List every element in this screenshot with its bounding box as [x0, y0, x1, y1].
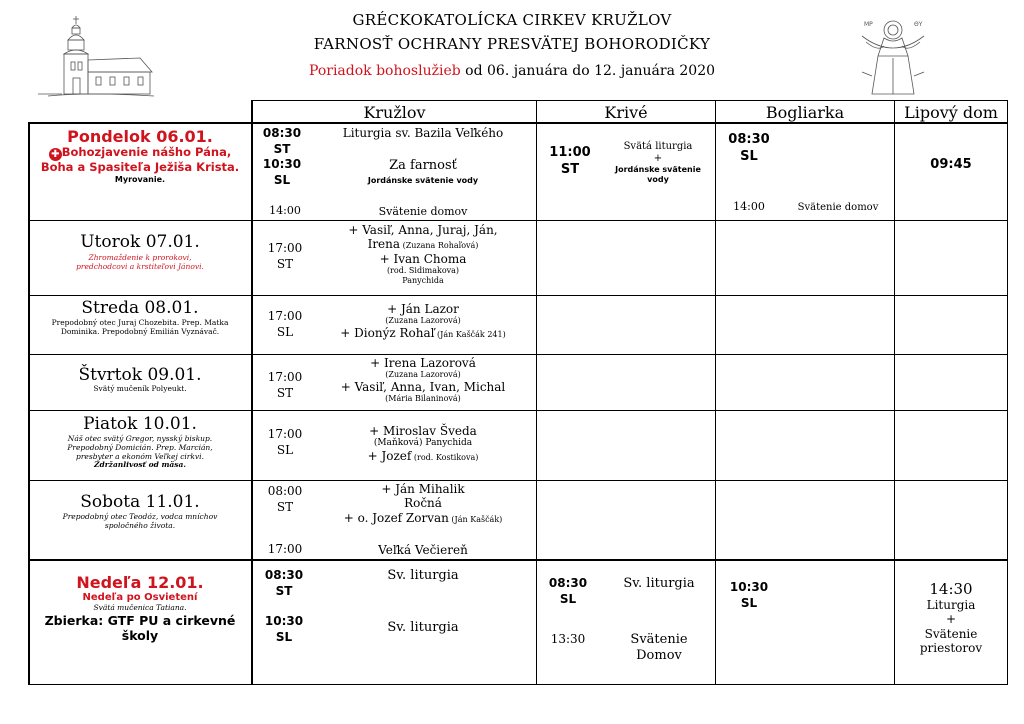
thursday-title: Štvrtok 09.01. [78, 365, 202, 385]
svg-text:ΘY: ΘY [914, 21, 923, 28]
time: 14:30 [929, 580, 973, 598]
sunday-krive-service2 [606, 632, 712, 663]
monday-bogliarka-time [724, 132, 774, 166]
sunday-kruzlov-service2: Sv. liturgia [387, 620, 459, 635]
wednesday-desc: Prepodobný otec Juraj Chozebita. Prep. Matka Dominika. Prepodobný Emilián Vyznávač. [51, 318, 229, 337]
monday-kruzlov-times [260, 126, 304, 188]
time: 08:00 [267, 484, 303, 498]
friday-kruzlov-service [310, 424, 536, 464]
rite: SL [740, 148, 758, 164]
sunday-kruzlov-service1: Sv. liturgia [387, 568, 459, 583]
saturday-kruzlov-vespers: Veľká Večiereň [378, 543, 468, 557]
tuesday-title: Utorok 07.01. [80, 232, 200, 252]
plus: + [653, 153, 663, 164]
sunday-title: Nedeľa 12.01. [76, 573, 204, 592]
day-wednesday [32, 298, 248, 337]
sunday-lipovy-service [895, 580, 1007, 656]
day-friday [32, 414, 248, 470]
intention: + Vasiľ, Anna, Ivan, Michal [340, 379, 506, 394]
service: Svätenie [924, 626, 978, 641]
service: Svätenie [630, 632, 688, 647]
service: Liturgia [926, 598, 976, 612]
saturday-kruzlov-service [310, 482, 536, 525]
day-tuesday [32, 232, 248, 272]
rite: ST [275, 583, 293, 598]
day-thursday [32, 365, 248, 394]
intention-donor: (rod. Kostikova) [411, 453, 479, 463]
saturday-kruzlov-time2: 17:00 [267, 542, 303, 556]
rite: SL [559, 591, 577, 606]
monday-title: Pondelok 06.01. [67, 127, 213, 146]
thursday-desc: Svätý mučeník Polyeukt. [93, 384, 187, 394]
sunday-krive-service1: Sv. liturgia [623, 576, 695, 591]
time: 08:30 [548, 576, 588, 590]
monday-feast-text: Bohozjavenie nášho Pána, Boha a Spasiteľa Ježiša Krista. [40, 145, 240, 175]
wednesday-title: Streda 08.01. [81, 298, 199, 318]
service: Domov [636, 647, 682, 663]
service: priestorov [919, 641, 983, 656]
monday-kruzlov-service3: Svätenie domov [378, 205, 468, 218]
sunday-kruzlov-time2 [260, 614, 308, 645]
rite: ST [276, 385, 294, 400]
intention-donor: (Maňková) Panychida [373, 438, 473, 449]
time: 17:00 [267, 241, 303, 255]
rite: ST [276, 499, 294, 514]
intention-donor: (Ján Kaščák) [448, 514, 503, 524]
plus: + [945, 612, 957, 627]
sunday-sub: Nedeľa po Osvietení [82, 592, 198, 604]
time: 10:30 [729, 580, 769, 594]
day-sunday [32, 573, 248, 643]
col-header-bogliarka: Bogliarka [765, 103, 845, 122]
header-date-range: od 06. januára do 12. januára 2020 [460, 63, 716, 79]
time: 11:00 [549, 145, 591, 160]
monday-kruzlov-time3: 14:00 [269, 204, 301, 217]
svg-text:MP: MP [864, 21, 873, 28]
intention: + Miroslav Šveda [369, 424, 477, 438]
time: 08:30 [264, 568, 304, 582]
intention: + Ján Mihalik [381, 482, 465, 496]
monday-feast [32, 146, 248, 175]
friday-desc: Náš otec svätý Gregor, nysský biskup. Prepodobný Domicián. Prep. Marcián, presbyter a ekonóm Veľkej cirkvi. [67, 434, 213, 461]
intention: + Vasiľ, Anna, Juraj, Ján, [348, 223, 498, 237]
intention: + Dionýz Rohaľ [340, 325, 435, 340]
header-line2: FARNOSŤ OCHRANY PRESVÄTEJ BOHORODIČKY [313, 35, 711, 53]
friday-kruzlov-time [260, 427, 310, 458]
intention: + Ján Lazor [387, 302, 459, 316]
time: 17:00 [267, 427, 303, 441]
monday-kruzlov-service2: Za farnosť [389, 158, 457, 173]
monday-lipovy-time: 09:45 [930, 157, 972, 172]
rite: ST [273, 141, 291, 156]
intention: Irena [367, 237, 401, 252]
cross-icon: ✚ [49, 148, 62, 161]
day-saturday [32, 492, 248, 531]
rite: ST [276, 256, 294, 271]
time: 17:00 [267, 309, 303, 323]
tuesday-kruzlov-service [310, 223, 536, 285]
intention-donor: (Zuzana Rohaľová) [400, 241, 479, 251]
rite: SL [276, 324, 294, 339]
sunday-desc: Svätá mučenica Tatiana. [93, 603, 187, 613]
header-schedule-label: Poriadok bohoslužieb [308, 63, 461, 79]
sunday-collection: Zbierka: GTF PU a cirkevné školy [44, 612, 236, 643]
rite: SL [276, 442, 294, 457]
tuesday-kruzlov-time [260, 241, 310, 272]
monday-bogliarka-service2: Svätenie domov [797, 202, 879, 213]
intention-donor: (Zuzana Lazorová) [385, 370, 461, 380]
intention-donor: (Ján Kaščák 241) [434, 329, 506, 339]
intention-donor: (Mária Bilaninová) [385, 394, 461, 404]
monday-note: Myrovanie. [114, 174, 166, 184]
monday-bogliarka-time2: 14:00 [733, 200, 765, 213]
day-monday [32, 127, 248, 185]
col-header-kruzlov: Kružlov [363, 103, 426, 122]
thursday-kruzlov-time [260, 370, 310, 401]
sunday-krive-time2: 13:30 [550, 632, 586, 646]
time: 08:30 [262, 126, 302, 140]
sunday-kruzlov-time1 [260, 568, 308, 599]
time: 10:30 [264, 614, 304, 628]
tuesday-desc: Zhromaždenie k prorokovi, predchodcovi a krstiteľovi Jánovi. [76, 253, 204, 272]
rite: SL [740, 595, 758, 610]
intention-donor: (rod. Sidimakova) [386, 266, 460, 276]
saturday-title: Sobota 11.01. [80, 492, 200, 512]
monday-krive-service [608, 141, 708, 184]
monday-krive-time [544, 145, 596, 179]
intention: + Irena Lazorová [370, 356, 476, 370]
sunday-krive-time1 [544, 576, 592, 607]
rite: SL [275, 629, 293, 644]
intention: + Jozef [367, 449, 412, 464]
wednesday-kruzlov-time [260, 309, 310, 340]
col-header-krive: Krivé [604, 103, 648, 122]
service-note: Panychida [402, 275, 444, 285]
intention: + Ivan Choma [379, 251, 467, 266]
header-line1: GRÉCKOKATOLÍCKA CIRKEV KRUŽLOV [352, 11, 672, 29]
saturday-kruzlov-time [260, 484, 310, 515]
time: 17:00 [267, 370, 303, 384]
friday-title: Piatok 10.01. [83, 414, 197, 434]
wednesday-kruzlov-service [310, 302, 536, 340]
friday-fast: Zdržanlivosť od mäsa. [94, 460, 186, 470]
thursday-kruzlov-service [310, 356, 536, 404]
rite: SL [273, 172, 291, 187]
sunday-bogliarka-time [724, 580, 774, 611]
service: Svätá liturgia [623, 141, 693, 152]
rite: ST [560, 161, 580, 177]
monday-kruzlov-service2-note: Jordánske svätenie vody [367, 176, 479, 185]
intention-donor: (Zuzana Lazorová) [385, 316, 461, 326]
monday-kruzlov-service1: Liturgia sv. Bazila Veľkého [342, 126, 504, 140]
saturday-desc: Prepodobný otec Teodóz, vodca mníchov spoločného života. [62, 512, 218, 531]
intention-note: Ročná [404, 496, 442, 511]
col-header-lipovy-dom: Lipový dom [904, 103, 998, 122]
time: 08:30 [728, 132, 770, 147]
time: 10:30 [262, 157, 302, 172]
service-note: Jordánske svätenie vody [615, 165, 701, 184]
intention: + o. Jozef Zorvan [343, 510, 449, 525]
